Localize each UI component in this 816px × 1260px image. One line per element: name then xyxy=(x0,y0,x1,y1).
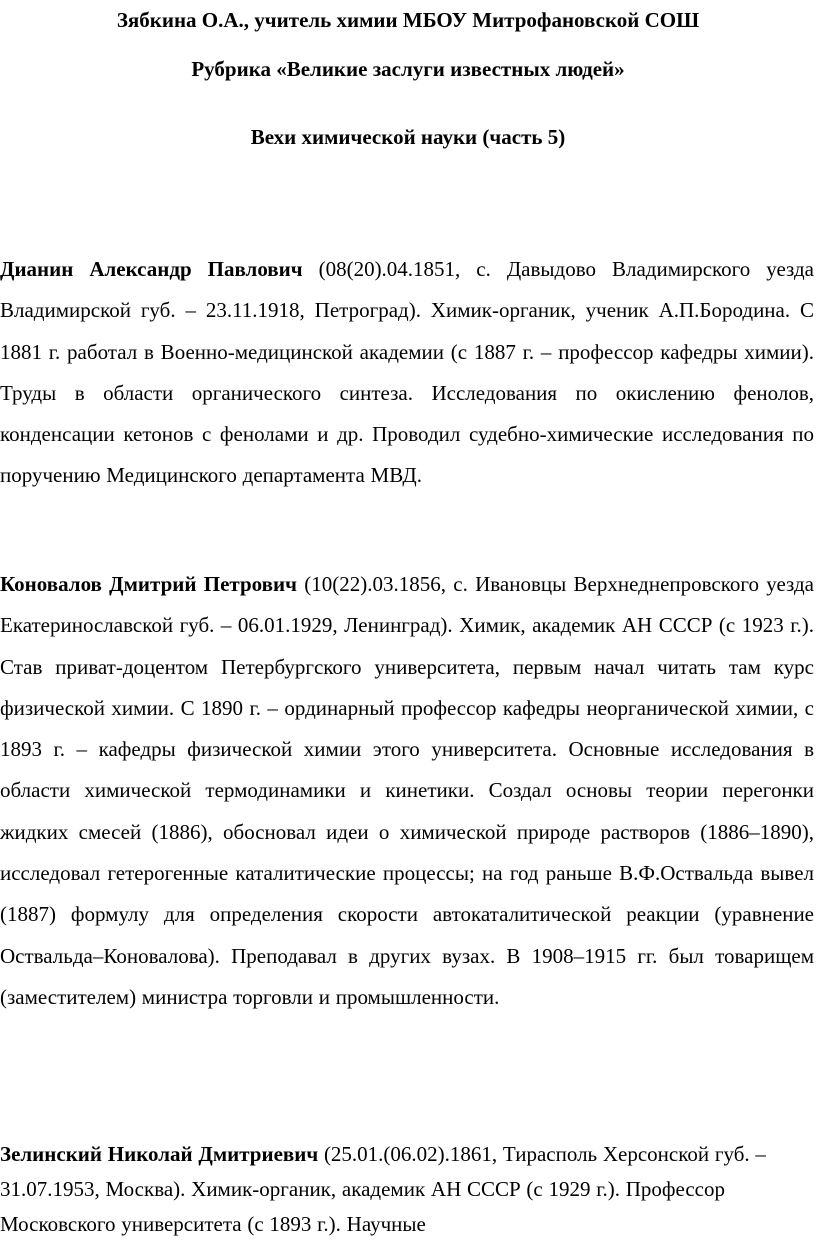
rubric-line: Рубрика «Великие заслуги известных людей» xyxy=(191,57,625,81)
entry-name: Зелинский Николай Дмитриевич xyxy=(0,1142,319,1166)
entry-paragraph-zelinsky xyxy=(0,1137,800,1242)
author-line: Зябкина О.А., учитель химии МБОУ Митрофановской СОШ xyxy=(116,8,700,32)
entry-name: Коновалов Дмитрий Петрович xyxy=(0,572,297,596)
entry-paragraph-dianin xyxy=(0,249,814,497)
entry-paragraph-konovalov xyxy=(0,564,814,1018)
entry-text: (10(22).03.1856, с. Ивановцы Верхнеднепровского уезда Екатеринославской губ. – 06.01.1929, Ленинград). Химик, академик АН СССР (с 1923 г.). Став приват-доцентом Петербургского университета, первым начал читать там курс физической химии. С 1890 г. – ординарный профессор кафедры неорганической химии, с 1893 г. – кафедры физической химии этого университета. Основные исследования в области химической термодинамики и кинетики. Создал основы теории перегонки жидких смесей (1886), обосновал идеи о химической природе растворов (1886–1890), исследовал гетерогенные каталитические процессы; на год раньше В.Ф.Оствальда вывел (1887) формулу для определения скорости автокаталитической реакции (уравнение Оствальда–Коновалова). Преподавал в других вузах. В 1908–1915 гг. был товарищем (заместителем) министра торговли и промышленности. xyxy=(0,572,814,1009)
document-title: Вехи химической науки (часть 5) xyxy=(250,125,566,149)
entry-text: (25.01.(06.02).1861, Тирасполь Херсонской губ. – 31.07.1953, Москва). Химик-органик, академик АН СССР (с 1929 г.). Профессор Московского университета (с 1893 г.). Научные xyxy=(0,1142,766,1236)
entry-text: (08(20).04.1851, с. Давыдово Владимирского уезда Владимирской губ. – 23.11.1918, Петроград). Химик-органик, ученик А.П.Бородина. С 1881 г. работал в Военно-медицинской академии (с 1887 г. – профессор кафедры химии). Труды в области органического синтеза. Исследования по окислению фенолов, конденсации кетонов с фенолами и др. Проводил судебно-химические исследования по поручению Медицинского департамента МВД. xyxy=(0,257,814,488)
entry-name: Дианин Александр Павлович xyxy=(0,257,303,281)
